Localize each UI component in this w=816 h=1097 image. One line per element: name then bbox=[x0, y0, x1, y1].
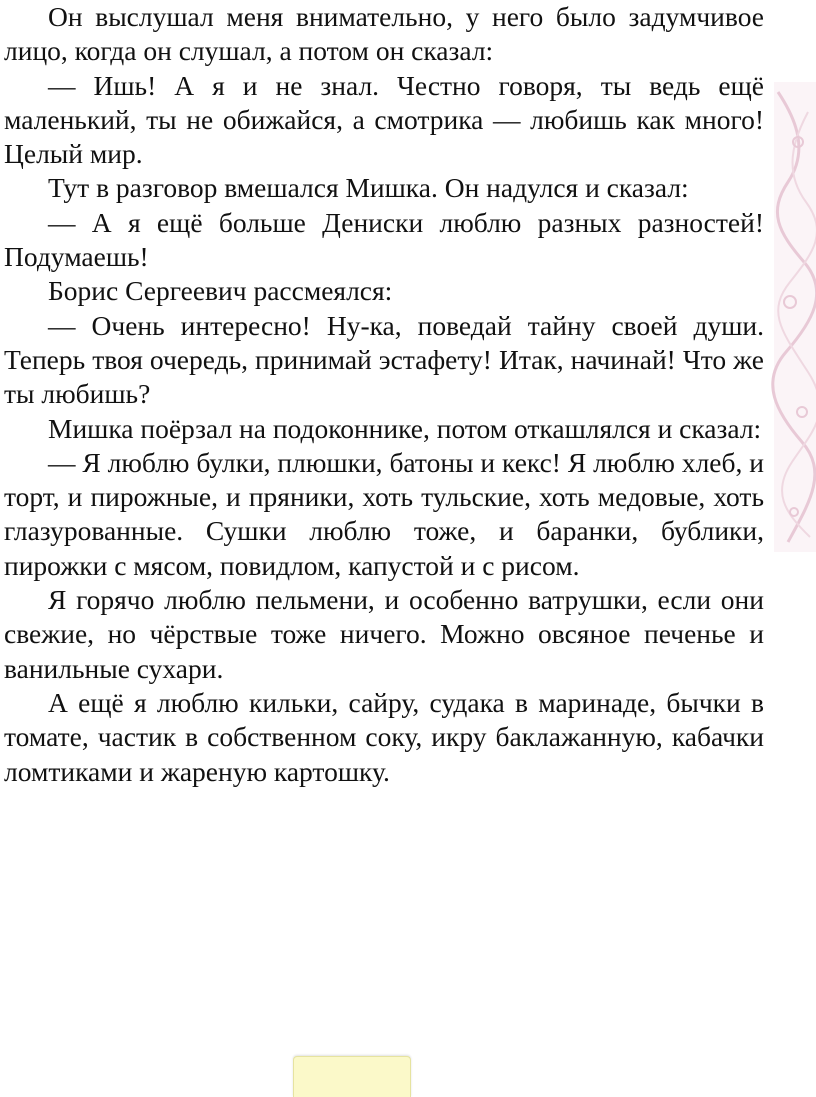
paragraph: Борис Сергеевич рассмеялся: bbox=[48, 275, 393, 307]
paragraph: — Я люблю булки, плюшки, батоны и кекс! Я люблю хлеб, и торт, и пирожные, и пряники, хоть тульские, хоть медовые, хоть глазурованные. Сушки люблю тоже, и баранки, бублики, пирожки с мясом, повидлом, капустой и с рисом. bbox=[4, 446, 764, 581]
paragraph: А ещё я люблю кильки, сайру, судака в маринаде, бычки в томате, частик в собственном соку, икру баклажанную, кабачки ломтиками и жареную картошку. bbox=[4, 686, 764, 787]
paragraph: Он выслушал меня внимательно, у него было задумчивое лицо, когда он слушал, а потом он сказал: bbox=[4, 1, 764, 67]
paragraph: — Ишь! А я и не знал. Честно говоря, ты ведь ещё маленький, ты не обижайся, а смотрика — любишь как много! Целый мир. bbox=[4, 69, 764, 170]
paragraph: — Очень интересно! Ну-ка, поведай тайну своей души. Теперь твоя очередь, принимай эстафету! Итак, начинай! Что же ты любишь? bbox=[4, 309, 764, 410]
paragraph: Тут в разговор вмешался Мишка. Он надулся и сказал: bbox=[48, 172, 689, 204]
paragraph: Я горячо люблю пельмени, и особенно ватрушки, если они свежие, но чёрствые тоже ничего. Можно овсяное печенье и ванильные сухари. bbox=[4, 584, 764, 684]
bottom-tab-marker bbox=[293, 1056, 411, 1097]
paragraph: — А я ещё больше Дениски люблю разных разностей! Подумаешь! bbox=[4, 206, 764, 273]
paragraph: Мишка поёрзал на подоконнике, потом откашлялся и сказал: bbox=[48, 412, 762, 444]
story-text bbox=[4, 0, 764, 789]
decorative-ornament bbox=[768, 82, 816, 552]
